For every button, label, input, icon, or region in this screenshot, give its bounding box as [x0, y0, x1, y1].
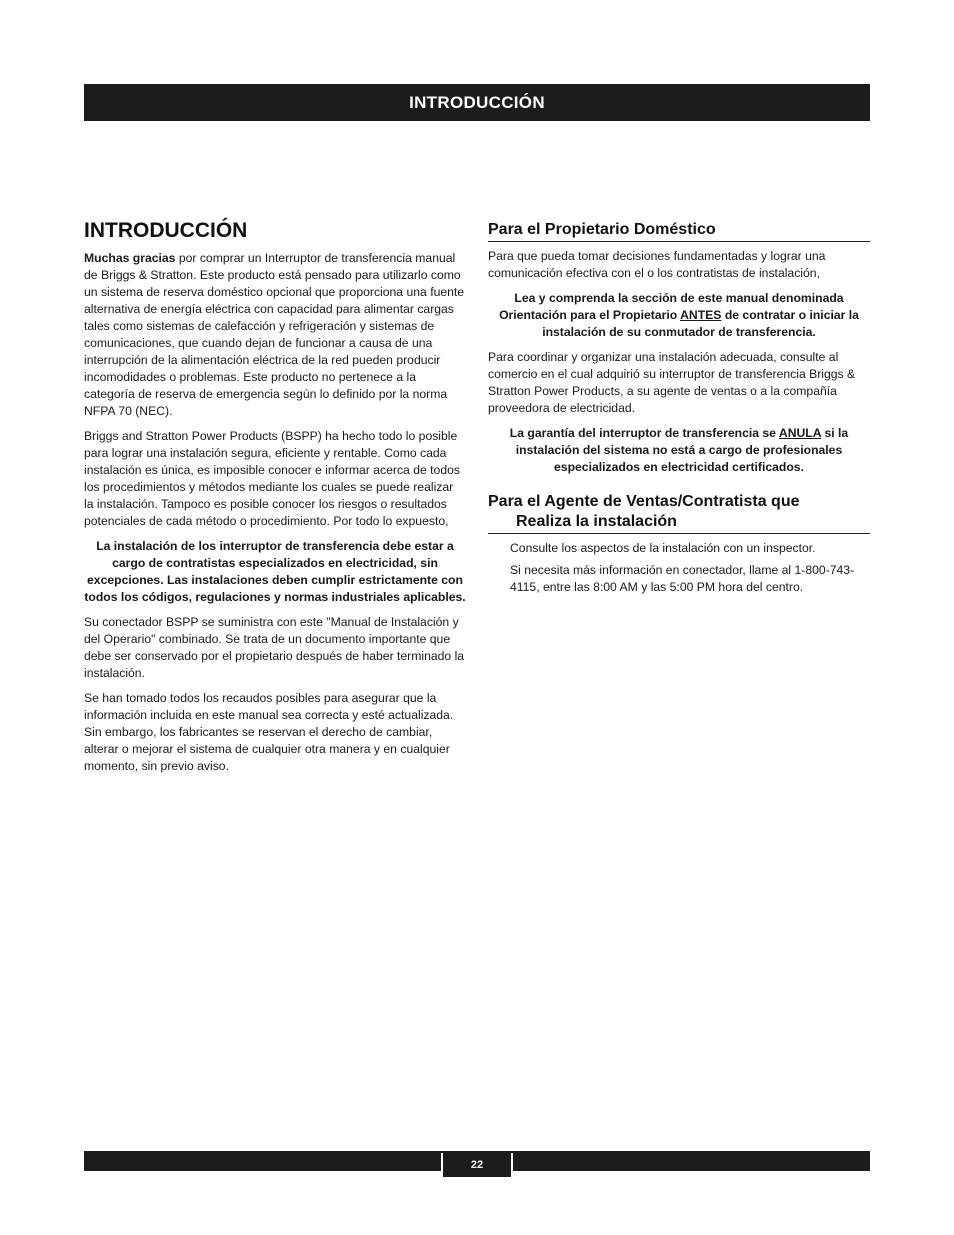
antes-underlined: ANTES: [680, 308, 722, 322]
disclaimer-paragraph: Se han tomado todos los recaudos posibles para asegurar que la información incluida en este manual sea correcta y esté actualizada. Sin embargo, los fabricantes se reservan el derecho de cambiar, alterar o mejorar el sistema de cualquier otra manera y en cualquier momento, sin previo aviso.: [84, 691, 454, 773]
warranty-notice: [488, 425, 870, 476]
bspp-paragraph: Briggs and Stratton Power Products (BSPP) ha hecho todo lo posible para lograr una instalación segura, eficiente y rentable. Como cada instalación es única, es imposible conocer e informar acerca de todos los procedimientos y métodos mediante los cuales se puede realizar la instalación. Tampoco es posible conocer los riesgos o resultados potenciales de cada método o procedimiento. Por todo lo expuesto,: [84, 429, 460, 528]
page-number-text: 22: [470, 1159, 484, 1171]
manual-paragraph: Su conectador BSPP se suministra con este "Manual de Instalación y del Operario" combinado. Se trata de un documento importante que debe ser conservado por el propietario después de haber terminado la instalación.: [84, 615, 465, 680]
anula-underlined: ANULA: [778, 426, 822, 440]
homeowner-section-title: Para el Propietario Doméstico: [488, 220, 870, 242]
contractor-title-line2: Realiza la instalación: [516, 513, 677, 530]
read-before-text-a: Lea y comprenda la sección de este manual denominada Orientación para el Propietario: [499, 291, 844, 322]
header-title: INTRODUCCIÓN: [409, 92, 545, 112]
left-column: [84, 218, 466, 783]
contractor-title-line1: Para el Agente de Ventas/Contratista que: [488, 493, 800, 510]
intro-text: por comprar un Interruptor de transferencia manual de Briggs & Stratton. Este producto está pensado para utilizarlo como un sistema de reserva doméstico opcional que proporciona una fuente alternativa de energía eléctrica con capacidad para alimentar cargas tales como sistemas de calefacción y refrigeración y sistemas de comunicaciones, que cuando dejan de funcionar a causa de una interrupción de la alimentación eléctrica de la red pueden producir incomodidades o problemas. Este producto no pertenece a la categoría de reserva de emergencia según lo definido por la norma NFPA 70 (NEC).: [84, 251, 465, 418]
contractor-section-title: [488, 492, 870, 534]
contact-paragraph: Si necesita más información en conectador, llame al 1-800-743-4115, entre las 8:00 AM y las 5:00 PM hora del centro.: [510, 563, 855, 594]
right-column: [488, 220, 870, 601]
page-number: [441, 1153, 513, 1177]
intro-paragraph: [84, 250, 466, 420]
installation-warning: La instalación de los interruptor de transferencia debe estar a cargo de contratistas especializados en electricidad, sin excepciones. Las instalaciones deben cumplir estrictamente con todos los códigos, regulaciones y normas industriales aplicables.: [84, 539, 466, 604]
read-before-text-b: de contratar o iniciar la instalación de su conmutador de transferencia.: [542, 308, 859, 339]
header-bar: [84, 84, 870, 121]
page-title: INTRODUCCIÓN: [84, 219, 248, 242]
homeowner-intro: Para que pueda tomar decisiones fundamentadas y lograr una comunicación efectiva con el o los contratistas de instalación,: [488, 249, 826, 280]
warranty-text-a: La garantía del interruptor de transferencia se: [509, 426, 779, 440]
inspector-paragraph: Consulte los aspectos de la instalación con un inspector.: [510, 541, 816, 555]
coordination-paragraph: Para coordinar y organizar una instalación adecuada, consulte al comercio en el cual adquirió su interruptor de transferencia Briggs & Stratton Power Products, a su agente de ventas o a la compañía proveedora de electricidad.: [488, 350, 856, 415]
read-before-notice: [488, 290, 870, 341]
warranty-text-b: si la instalación del sistema no está a cargo de profesionales especializados en electricidad certificados.: [515, 426, 849, 474]
intro-bold-lead: Muchas gracias: [84, 251, 176, 265]
